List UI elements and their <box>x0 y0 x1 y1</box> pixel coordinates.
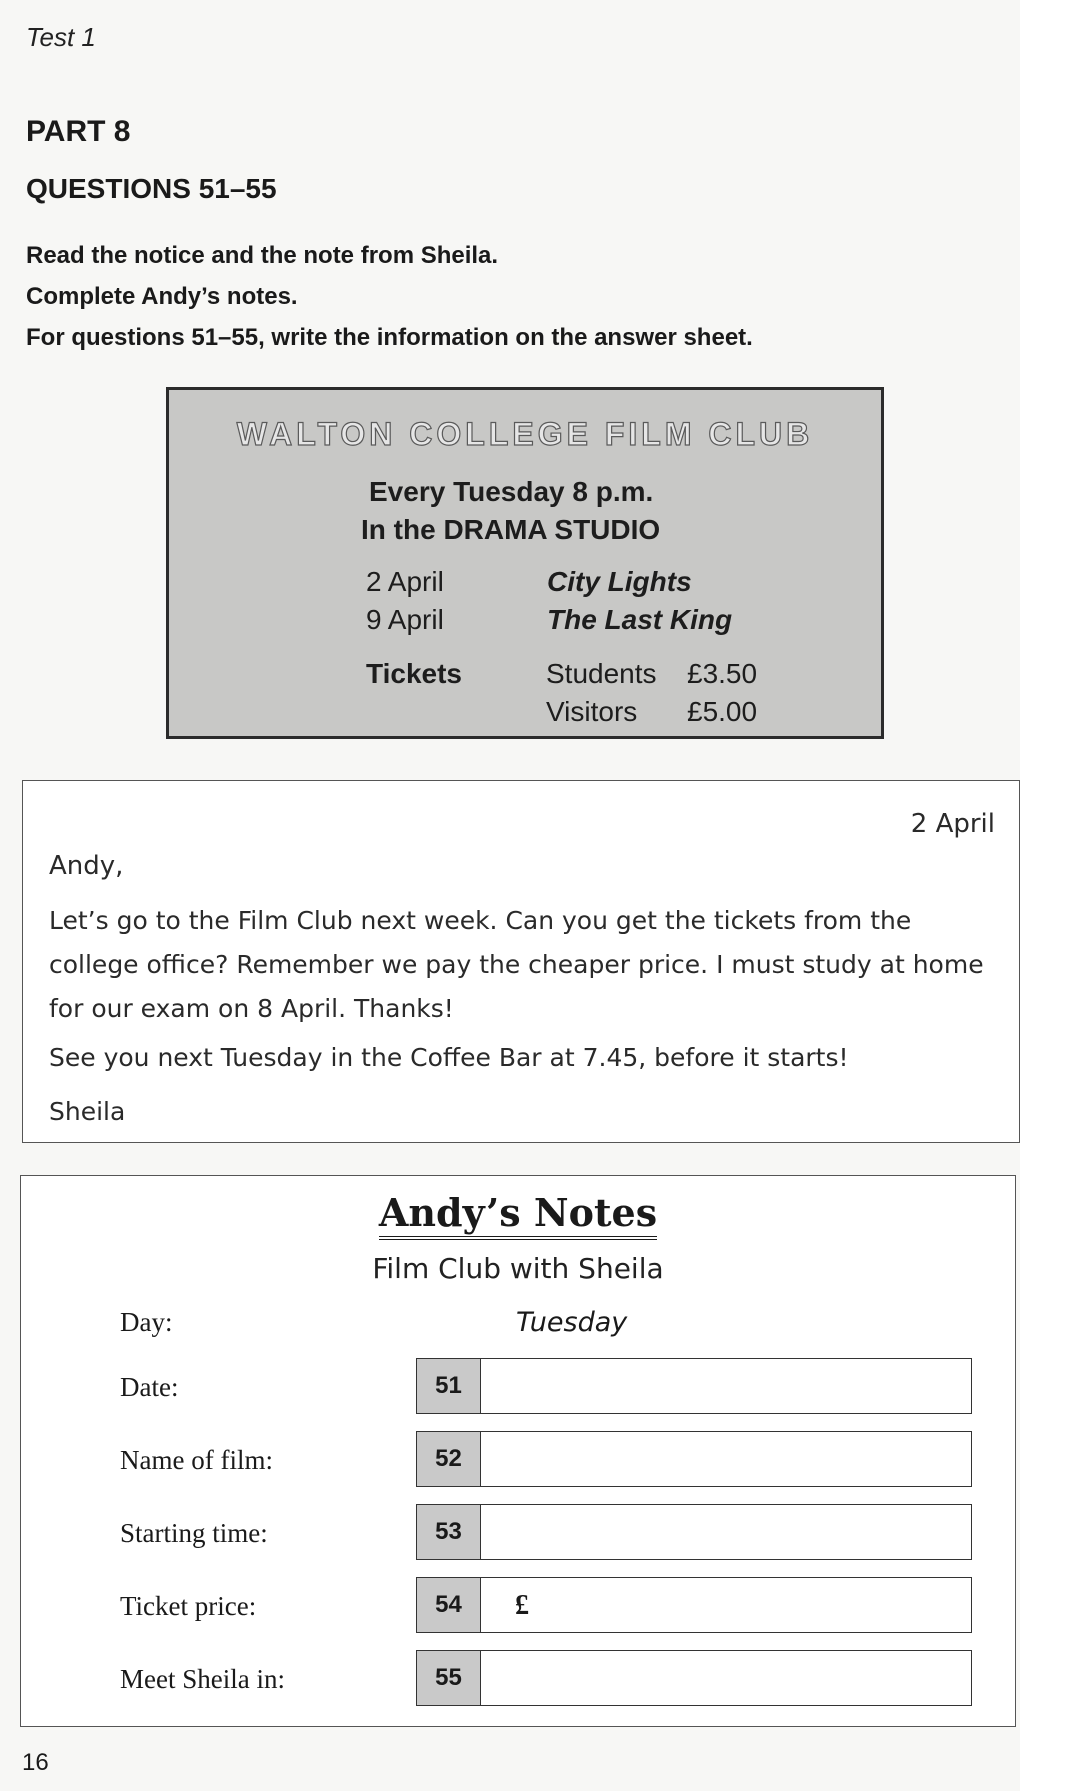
row-label: Ticket price: <box>120 1591 257 1621</box>
instruction-line: Complete Andy’s notes. <box>26 283 298 310</box>
instructions <box>26 235 753 358</box>
note-date: 2 April <box>910 809 995 839</box>
question-number: 53 <box>417 1505 481 1559</box>
answer-box-51[interactable] <box>416 1358 972 1414</box>
notice-title: WALTON COLLEGE FILM CLUB <box>236 416 814 452</box>
row-label: Name of film: <box>120 1445 273 1475</box>
instruction-line: Read the notice and the note from Sheila. <box>26 242 499 269</box>
question-number: 52 <box>417 1432 481 1486</box>
note-body: Let’s go to the Film Club next week. Can you get the tickets from the college office? Remember we pay the cheaper price. I must study at home for our exam on 8 April. Thanks! <box>49 906 984 1023</box>
note-greeting: Andy, <box>49 851 124 881</box>
question-number: 54 <box>417 1578 481 1632</box>
price-value: £5.00 <box>687 696 758 727</box>
notice-location: In the DRAMA STUDIO <box>361 514 661 545</box>
test-label: Test 1 <box>26 22 96 52</box>
notice-schedule: Every Tuesday 8 p.m. <box>369 476 654 507</box>
note-signoff: Sheila <box>49 1097 126 1126</box>
tickets-label: Tickets <box>366 658 462 689</box>
sheila-note <box>22 780 1020 1143</box>
film-club-notice <box>166 387 884 739</box>
price-value: £3.50 <box>687 658 758 689</box>
day-label: Day: <box>120 1307 173 1337</box>
andys-notes <box>20 1175 1016 1727</box>
film-date: 9 April <box>366 604 444 635</box>
row-label: Starting time: <box>120 1518 268 1548</box>
answer-prefix: £ <box>515 1590 529 1621</box>
answer-box-55[interactable] <box>416 1650 972 1706</box>
note-closing: See you next Tuesday in the Coffee Bar at 7.45, before it starts! <box>49 1043 849 1072</box>
andys-notes-subtitle: Film Club with Sheila <box>372 1252 664 1285</box>
film-date: 2 April <box>366 566 444 597</box>
page-number: 16 <box>22 1749 49 1776</box>
instruction-line: For questions 51–55, write the information on the answer sheet. <box>26 324 753 351</box>
question-number: 51 <box>417 1359 481 1413</box>
andys-notes-title-text: Andy’s Notes <box>379 1190 657 1240</box>
film-title: The Last King <box>547 604 733 635</box>
answer-box-54[interactable] <box>416 1577 972 1633</box>
answer-box-52[interactable] <box>416 1431 972 1487</box>
row-label: Date: <box>120 1372 179 1402</box>
price-type: Visitors <box>546 696 638 727</box>
answer-box-53[interactable] <box>416 1504 972 1560</box>
andys-notes-title <box>21 1190 1015 1235</box>
question-number: 55 <box>417 1651 481 1705</box>
questions-title: QUESTIONS 51–55 <box>26 173 277 204</box>
row-label: Meet Sheila in: <box>120 1664 285 1694</box>
price-type: Students <box>546 658 657 689</box>
day-value: Tuesday <box>516 1307 628 1338</box>
film-title: City Lights <box>547 566 692 597</box>
part-title: PART 8 <box>26 115 131 148</box>
